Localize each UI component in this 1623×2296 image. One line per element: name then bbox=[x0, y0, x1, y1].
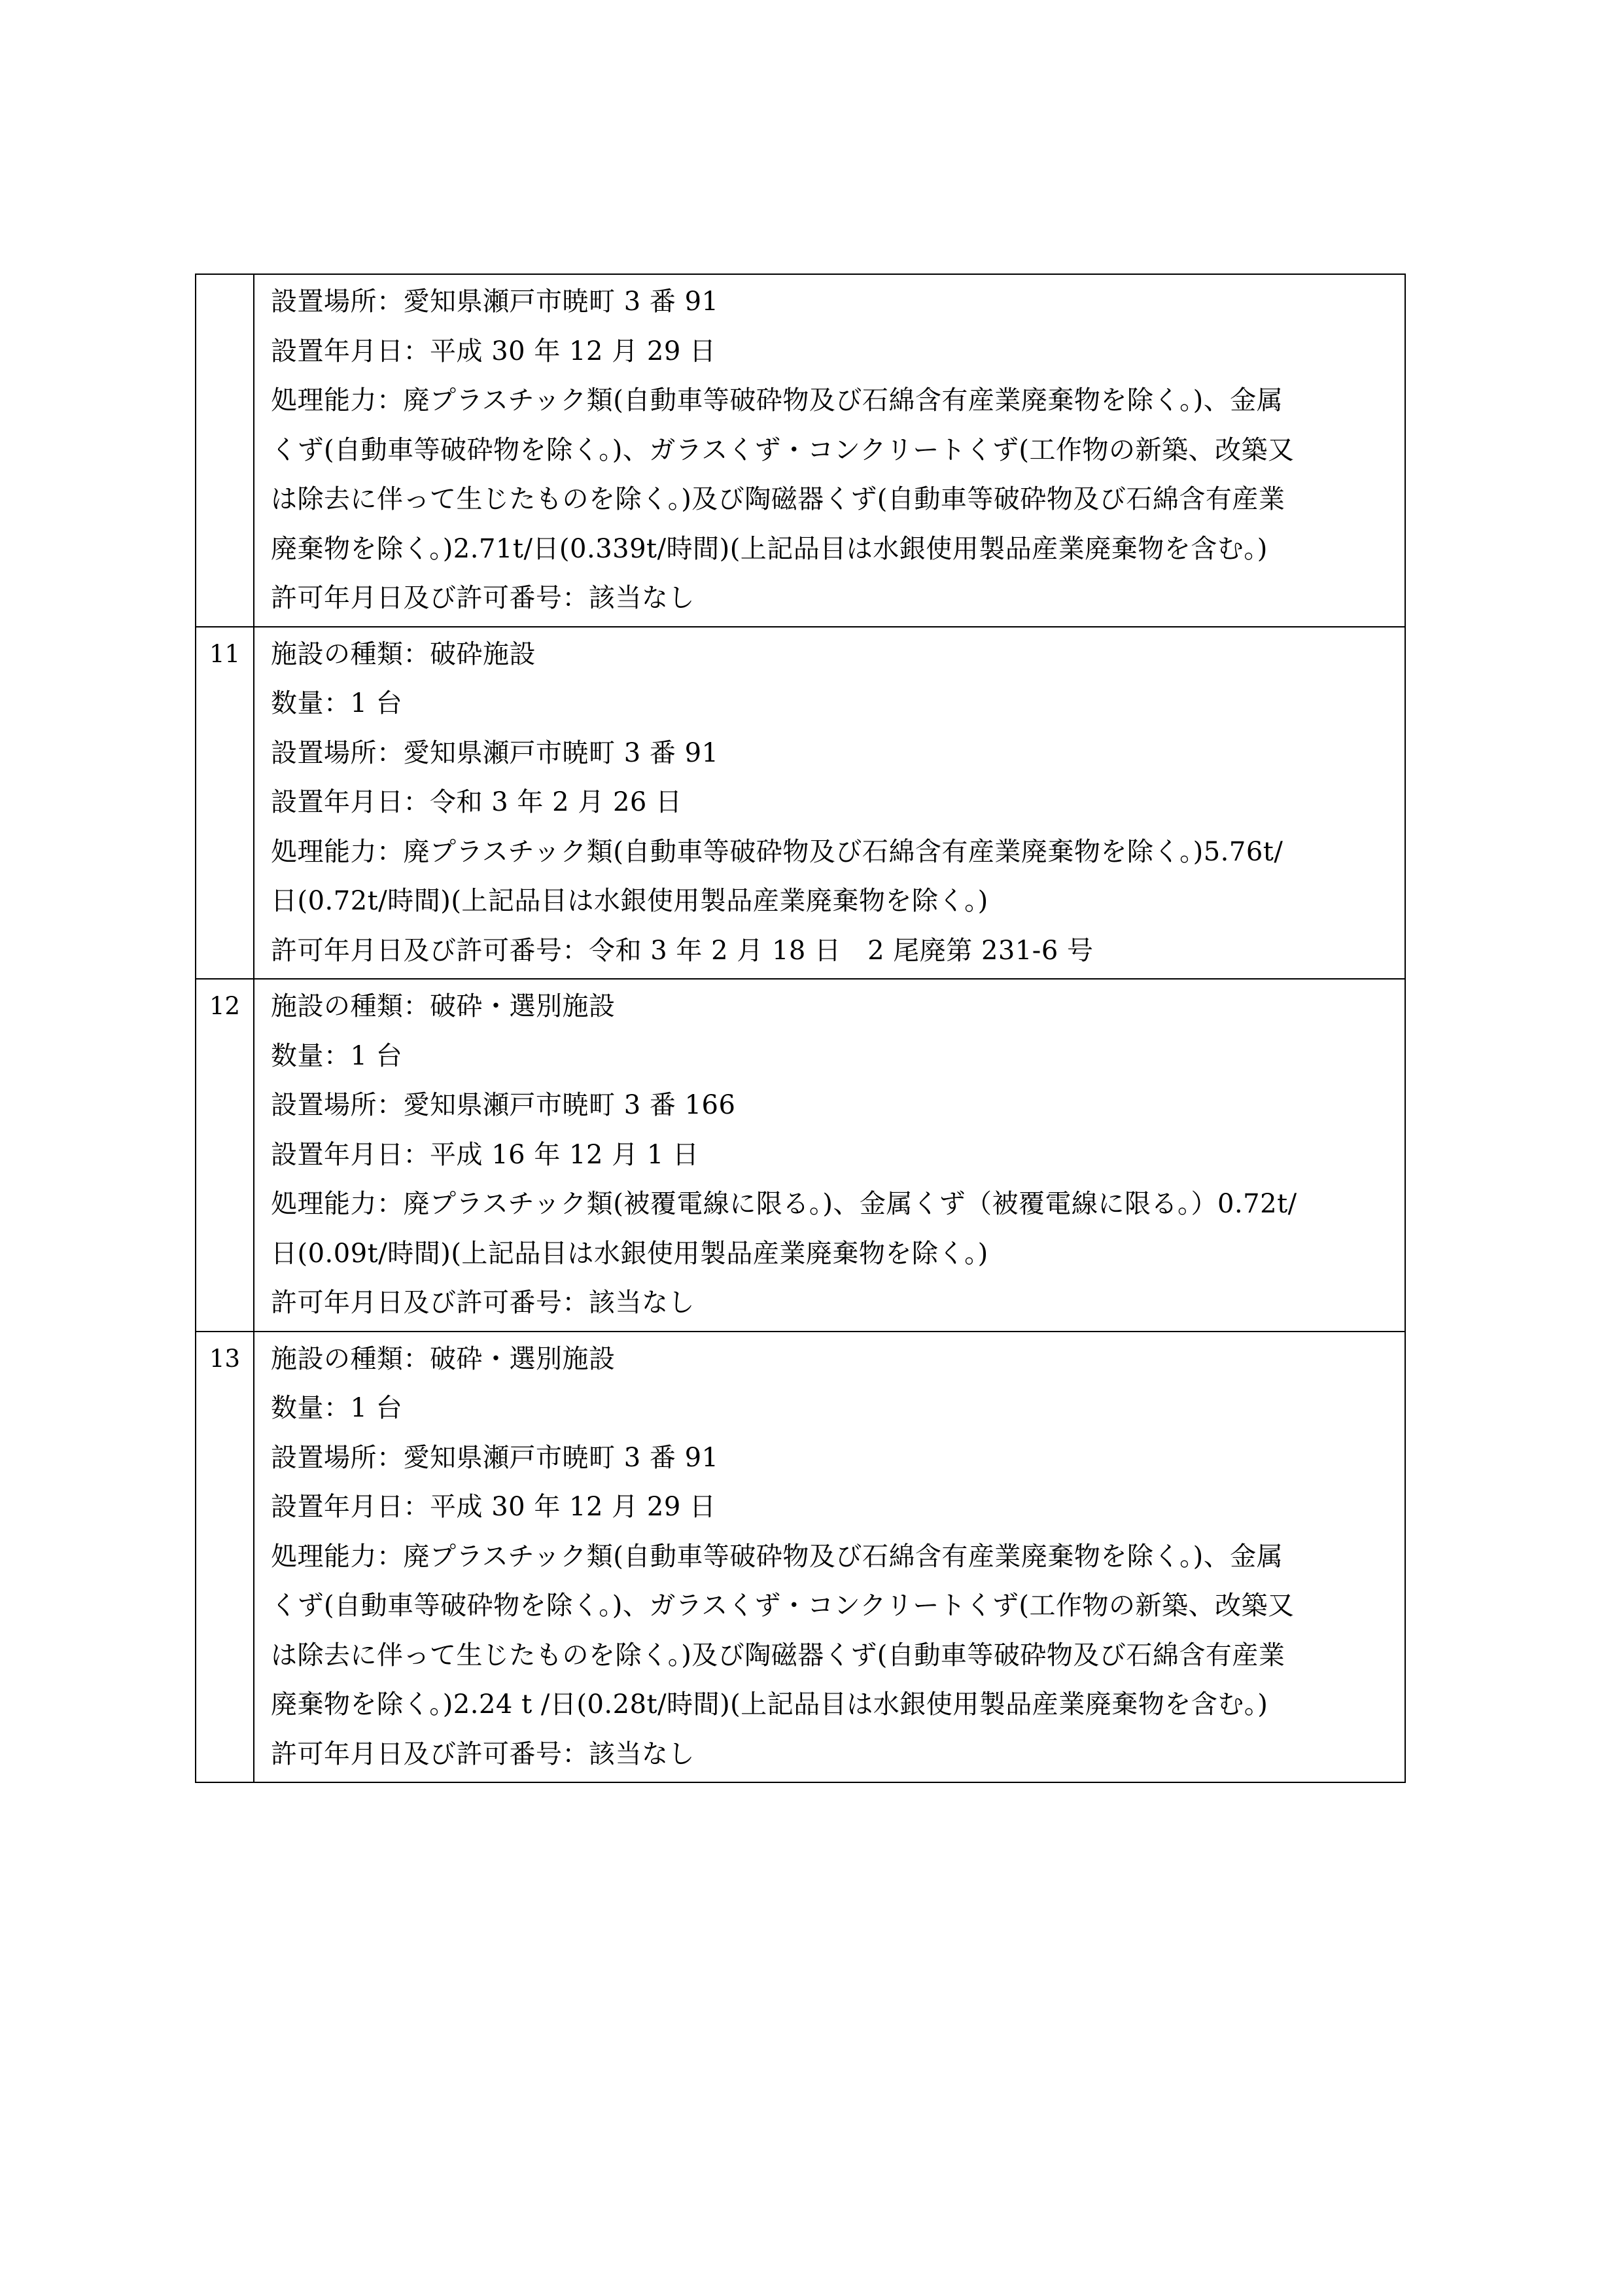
detail-line: は除去に伴って生じたものを除く。)及び陶磁器くず(自動車等破砕物及び石綿含有産業 bbox=[271, 1640, 1285, 1670]
detail-line: 廃棄物を除く。)2.71t/日(0.339t/時間)(上記品目は水銀使用製品産業廃棄物を含む。) bbox=[271, 533, 1268, 564]
detail-line: 数量：1 台 bbox=[271, 1393, 403, 1423]
detail-line: 日(0.72t/時間)(上記品目は水銀使用製品産業廃棄物を除く。) bbox=[271, 886, 988, 916]
detail-line: 設置年月日：令和 3 年 2 月 26 日 bbox=[271, 787, 682, 817]
detail-line: 許可年月日及び許可番号：令和 3 年 2 月 18 日 2 尾廃第 231-6 号 bbox=[271, 935, 1094, 966]
detail-line: 許可年月日及び許可番号：該当なし bbox=[271, 1739, 695, 1769]
detail-line: 処理能力：廃プラスチック類(自動車等破砕物及び石綿含有産業廃棄物を除く。)、金属 bbox=[271, 385, 1283, 415]
detail-line: 設置年月日：平成 16 年 12 月 1 日 bbox=[271, 1139, 699, 1170]
facility-row bbox=[196, 979, 1405, 1332]
facility-details bbox=[254, 1332, 1405, 1783]
detail-line: 処理能力：廃プラスチック類(被覆電線に限る。)、金属くず（被覆電線に限る。）0.72t/ bbox=[271, 1189, 1297, 1219]
detail-line: 施設の種類：破砕施設 bbox=[271, 639, 536, 669]
detail-line: 数量：1 台 bbox=[271, 688, 403, 718]
facility-table bbox=[195, 274, 1406, 1783]
detail-line: 設置年月日：平成 30 年 12 月 29 日 bbox=[271, 336, 716, 366]
detail-line: 設置場所：愛知県瀬戸市暁町 3 番 91 bbox=[271, 1442, 719, 1473]
facility-row bbox=[196, 274, 1405, 627]
detail-line: 施設の種類：破砕・選別施設 bbox=[271, 991, 616, 1021]
detail-line: 処理能力：廃プラスチック類(自動車等破砕物及び石綿含有産業廃棄物を除く。)5.76t/ bbox=[271, 836, 1283, 867]
detail-line: 許可年月日及び許可番号：該当なし bbox=[271, 583, 695, 613]
row-number: 12 bbox=[196, 979, 254, 1332]
detail-line: 数量：1 台 bbox=[271, 1040, 403, 1071]
detail-line: 設置場所：愛知県瀬戸市暁町 3 番 91 bbox=[271, 287, 719, 317]
detail-line: は除去に伴って生じたものを除く。)及び陶磁器くず(自動車等破砕物及び石綿含有産業 bbox=[271, 484, 1285, 514]
facility-details bbox=[254, 627, 1405, 980]
facility-details bbox=[254, 979, 1405, 1332]
detail-line: 設置場所：愛知県瀬戸市暁町 3 番 91 bbox=[271, 737, 719, 768]
row-number bbox=[196, 274, 254, 627]
detail-line: 設置場所：愛知県瀬戸市暁町 3 番 166 bbox=[271, 1090, 736, 1120]
detail-line: 処理能力：廃プラスチック類(自動車等破砕物及び石綿含有産業廃棄物を除く。)、金属 bbox=[271, 1541, 1283, 1572]
detail-line: 設置年月日：平成 30 年 12 月 29 日 bbox=[271, 1492, 716, 1522]
detail-line: 日(0.09t/時間)(上記品目は水銀使用製品産業廃棄物を除く。) bbox=[271, 1238, 988, 1269]
detail-line: 許可年月日及び許可番号：該当なし bbox=[271, 1288, 695, 1318]
row-number: 13 bbox=[196, 1332, 254, 1783]
facility-row bbox=[196, 627, 1405, 980]
facility-details bbox=[254, 274, 1405, 627]
facility-row bbox=[196, 1332, 1405, 1783]
detail-line: くず(自動車等破砕物を除く。)、ガラスくず・コンクリートくず(工作物の新築、改築又 bbox=[271, 1591, 1295, 1621]
detail-line: 施設の種類：破砕・選別施設 bbox=[271, 1343, 616, 1374]
detail-line: 廃棄物を除く。)2.24 t /日(0.28t/時間)(上記品目は水銀使用製品産業廃棄物を含む。) bbox=[271, 1689, 1268, 1720]
facility-table-body bbox=[196, 274, 1405, 1782]
row-number: 11 bbox=[196, 627, 254, 980]
detail-line: くず(自動車等破砕物を除く。)、ガラスくず・コンクリートくず(工作物の新築、改築又 bbox=[271, 434, 1295, 465]
